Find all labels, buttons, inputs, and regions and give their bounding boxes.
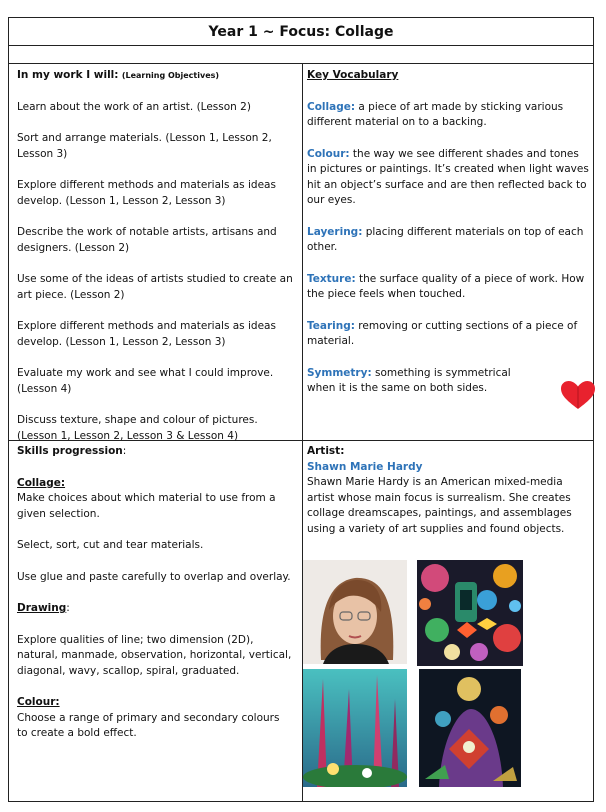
- skill-item: Use glue and paste carefully to overlap and overlay.: [17, 570, 291, 583]
- skills-heading-text: Skills progression: [17, 445, 123, 457]
- skill-item: Select, sort, cut and tear materials.: [17, 539, 204, 551]
- artist-name: Shawn Marie Hardy: [307, 460, 423, 473]
- skills-heading-suffix: :: [122, 445, 127, 457]
- vocab-item: [307, 366, 539, 397]
- worksheet: [8, 17, 594, 802]
- objective-item: Evaluate my work and see what I could improve. (Lesson 4): [17, 367, 274, 395]
- objective-item: Learn about the work of an artist. (Lesson 2): [17, 100, 251, 113]
- vocabulary-heading: Key Vocabulary: [307, 69, 399, 81]
- vocab-definition: removing or cutting sections of a piece of material.: [307, 319, 578, 347]
- vocabulary-cell: [307, 68, 589, 397]
- skills-cell: [17, 444, 293, 742]
- colour-heading: Colour:: [17, 696, 60, 708]
- objectives-cell: [17, 68, 293, 444]
- artist-description: Shawn Marie Hardy is an American mixed-media artist whose main focus is surrealism. She creates collage dreamscapes, paintings, and assemblages using a variety of art supplies and found objects.: [307, 476, 572, 535]
- vocab-item: [307, 147, 589, 209]
- objective-item: Explore different methods and materials as ideas develop. (Lesson 1, Lesson 2, Lesson 3): [17, 179, 276, 207]
- artist-cell: [307, 444, 589, 537]
- vocab-item: [307, 272, 589, 303]
- vocab-item: [307, 100, 589, 131]
- vocab-definition: the surface quality of a piece of work. How the piece feels when touched.: [307, 272, 585, 300]
- drawing-heading: [17, 601, 293, 617]
- skill-item: Explore qualities of line; two dimension (2D), natural, manmade, observation, horizontal, vertical, diagonal, wavy, scallop, spiral, graduated.: [17, 633, 292, 677]
- vocab-term: Collage:: [307, 100, 356, 113]
- objective-item: Describe the work of notable artists, artisans and designers. (Lesson 2): [17, 226, 277, 254]
- drawing-heading-text: Drawing: [17, 602, 67, 614]
- artwork-image-dreamscape: [417, 560, 523, 666]
- vocab-term: Texture:: [307, 272, 356, 285]
- objective-item: Explore different methods and materials as ideas develop. (Lesson 1, Lesson 2, Lesson 3): [17, 320, 276, 348]
- vocab-item: [307, 225, 589, 256]
- objectives-heading-note: (Learning Objectives): [121, 71, 220, 80]
- vocab-term: Symmetry:: [307, 366, 372, 379]
- skill-item: Make choices about which material to use from a given selection.: [17, 492, 276, 520]
- vocab-term: Layering:: [307, 225, 363, 238]
- objectives-heading-text: In my work I will:: [17, 69, 119, 81]
- objective-item: Use some of the ideas of artists studied to create an art piece. (Lesson 2): [17, 273, 293, 301]
- vocab-definition: the way we see different shades and tones in pictures or paintings. It’s created when light waves hit an object’s surface and are then reflected back to our eyes.: [307, 147, 589, 206]
- objective-item: Discuss texture, shape and colour of pictures. (Lesson 1, Lesson 2, Lesson 3 & Lesson 4): [17, 414, 258, 442]
- vocab-term: Tearing:: [307, 319, 355, 332]
- collage-heading: Collage:: [17, 476, 66, 489]
- vocab-term: Colour:: [307, 147, 350, 160]
- vocab-definition: a piece of art made by sticking various different material on to a backing.: [307, 100, 564, 128]
- blank-row: [9, 45, 593, 64]
- objective-item: Sort and arrange materials. (Lesson 1, Lesson 2, Lesson 3): [17, 132, 272, 160]
- vocab-item: [307, 319, 589, 350]
- skills-heading: [17, 444, 293, 460]
- objectives-heading: [17, 68, 293, 84]
- page-title: Year 1 ~ Focus: Collage: [9, 18, 593, 46]
- vocab-definition: something is symmetrical when it is the same on both sides.: [307, 366, 511, 394]
- artwork-image-collage: [419, 669, 521, 787]
- drawing-heading-suffix: :: [66, 602, 70, 614]
- artist-portrait-image: [303, 560, 407, 664]
- vocab-definition: placing different materials on top of each other.: [307, 225, 584, 253]
- artwork-image-forest: [303, 669, 407, 787]
- artist-heading: Artist:: [307, 445, 345, 457]
- skill-item: Choose a range of primary and secondary colours to create a bold effect.: [17, 711, 280, 739]
- heart-icon: [560, 380, 596, 410]
